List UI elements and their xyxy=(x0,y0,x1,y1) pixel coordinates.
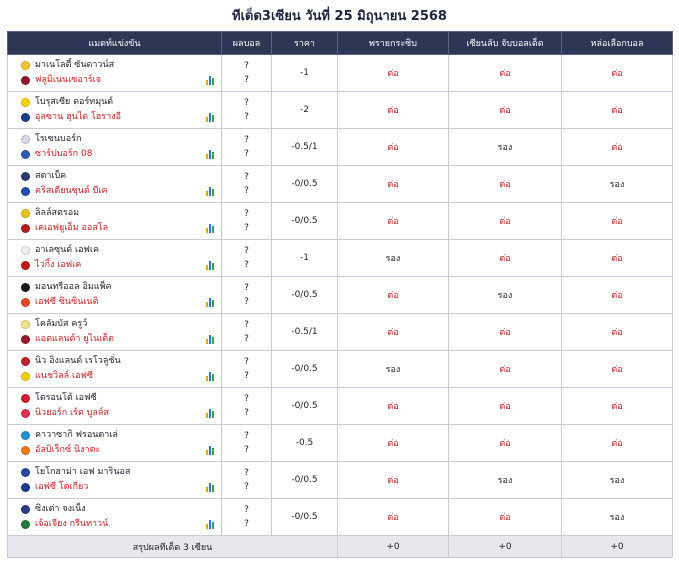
bar-chart-icon[interactable] xyxy=(206,187,215,196)
expert-3-pick: ต่อ xyxy=(562,277,673,314)
home-score: ? xyxy=(244,98,249,108)
away-team-name: ฟลูมิเนนเซอาร์เจ xyxy=(35,75,102,85)
score-cell xyxy=(222,388,272,425)
home-team[interactable] xyxy=(21,206,215,221)
match-cell xyxy=(8,499,222,536)
away-team-name: ไวกิ้ง เอฟเค xyxy=(35,260,82,270)
bar-chart-icon[interactable] xyxy=(206,298,215,307)
away-team-logo-icon xyxy=(21,261,30,270)
expert-1-pick: รอง xyxy=(338,351,449,388)
home-score: ? xyxy=(244,283,249,293)
score-cell xyxy=(222,351,272,388)
table-header-row xyxy=(8,32,673,55)
home-team-logo-icon xyxy=(21,98,30,107)
away-team[interactable] xyxy=(21,332,215,347)
away-team-logo-icon xyxy=(21,409,30,418)
match-cell xyxy=(8,129,222,166)
home-score: ? xyxy=(244,468,249,478)
away-score: ? xyxy=(244,260,249,270)
expert-2-pick: ต่อ xyxy=(449,499,562,536)
price-cell: -0/0.5 xyxy=(272,499,338,536)
home-team-logo-icon xyxy=(21,468,30,477)
expert-2-pick: ต่อ xyxy=(449,92,562,129)
score-cell xyxy=(222,314,272,351)
col-header-score: ผลบอล xyxy=(222,32,272,55)
away-score: ? xyxy=(244,75,249,85)
summary-expert-1: +0 xyxy=(338,536,449,558)
home-team[interactable] xyxy=(21,280,215,295)
home-team-name: มอนทรีออล อิมแพ็ค xyxy=(35,282,112,292)
bar-chart-icon[interactable] xyxy=(206,261,215,270)
away-team[interactable] xyxy=(21,480,215,495)
table-row xyxy=(8,277,673,314)
home-team-logo-icon xyxy=(21,61,30,70)
bar-chart-icon[interactable] xyxy=(206,335,215,344)
table-row xyxy=(8,388,673,425)
table-row xyxy=(8,55,673,92)
away-team-logo-icon xyxy=(21,76,30,85)
price-cell: -0/0.5 xyxy=(272,203,338,240)
match-cell xyxy=(8,203,222,240)
away-team-name: แนชวิลล์ เอฟซี xyxy=(35,371,93,381)
home-team[interactable] xyxy=(21,95,215,110)
expert-3-pick: ต่อ xyxy=(562,92,673,129)
score-cell xyxy=(222,166,272,203)
home-team[interactable] xyxy=(21,169,215,184)
score-cell xyxy=(222,92,272,129)
expert-3-pick: ต่อ xyxy=(562,425,673,462)
price-cell: -1 xyxy=(272,55,338,92)
expert-3-pick: ต่อ xyxy=(562,240,673,277)
summary-expert-2: +0 xyxy=(449,536,562,558)
away-team[interactable] xyxy=(21,517,215,532)
home-team-name: อาเลซุนด์ เอฟเค xyxy=(35,245,99,255)
match-cell xyxy=(8,55,222,92)
home-team-logo-icon xyxy=(21,394,30,403)
home-team-logo-icon xyxy=(21,172,30,181)
home-team[interactable] xyxy=(21,317,215,332)
expert-2-pick: ต่อ xyxy=(449,166,562,203)
away-team-name: แอตแลนต้า ยูไนเต็ด xyxy=(35,334,114,344)
away-team-name: เจ้อเจียง กรีนทาวน์ xyxy=(35,519,109,529)
away-score: ? xyxy=(244,223,249,233)
score-cell xyxy=(222,499,272,536)
table-row xyxy=(8,425,673,462)
match-cell xyxy=(8,425,222,462)
away-team[interactable] xyxy=(21,295,215,310)
expert-3-pick: รอง xyxy=(562,499,673,536)
away-score: ? xyxy=(244,519,249,529)
table-row xyxy=(8,203,673,240)
score-cell xyxy=(222,240,272,277)
expert-3-pick: ต่อ xyxy=(562,203,673,240)
expert-2-pick: ต่อ xyxy=(449,388,562,425)
home-team-name: คาวาซากิ ฟรอนตาเล่ xyxy=(35,430,118,440)
away-team[interactable] xyxy=(21,147,215,162)
away-team-name: เคเอฟยูเอ็ม ออสโล xyxy=(35,223,109,233)
expert-1-pick: ต่อ xyxy=(338,55,449,92)
table-row xyxy=(8,92,673,129)
bar-chart-icon[interactable] xyxy=(206,224,215,233)
match-cell xyxy=(8,92,222,129)
home-team-name: สตาเบ็ค xyxy=(35,171,67,181)
home-team-name: ซิงเต่า จงเน็ง xyxy=(35,504,86,514)
expert-1-pick: ต่อ xyxy=(338,92,449,129)
table-row xyxy=(8,499,673,536)
away-team[interactable] xyxy=(21,443,215,458)
expert-3-pick: ต่อ xyxy=(562,314,673,351)
away-team-logo-icon xyxy=(21,446,30,455)
summary-expert-3: +0 xyxy=(562,536,673,558)
away-score: ? xyxy=(244,408,249,418)
away-score: ? xyxy=(244,334,249,344)
home-team-name: นิว อิงแลนด์ เรโวลูชั่น xyxy=(35,356,121,366)
away-score: ? xyxy=(244,482,249,492)
tips-table xyxy=(7,31,673,558)
away-team-logo-icon xyxy=(21,224,30,233)
away-team[interactable] xyxy=(21,73,215,88)
home-team-logo-icon xyxy=(21,283,30,292)
home-team-logo-icon xyxy=(21,135,30,144)
col-header-expert-1: พรายกระซิบ xyxy=(338,32,449,55)
home-team-name: โรเซนบอร์ก xyxy=(35,134,82,144)
page-title: ทีเด็ด3เซียน วันที่ 25 มิถุนายน 2568 xyxy=(232,9,447,24)
expert-2-pick: ต่อ xyxy=(449,351,562,388)
expert-2-pick: รอง xyxy=(449,277,562,314)
home-team[interactable] xyxy=(21,465,215,480)
away-team[interactable] xyxy=(21,221,215,236)
home-score: ? xyxy=(244,246,249,256)
expert-2-pick: รอง xyxy=(449,462,562,499)
match-cell xyxy=(8,240,222,277)
away-team-name: อุลซาน ฮุนได โฮรางอี xyxy=(35,112,121,122)
home-score: ? xyxy=(244,394,249,404)
match-cell xyxy=(8,351,222,388)
summary-row xyxy=(8,536,673,558)
expert-2-pick: ต่อ xyxy=(449,425,562,462)
away-team-logo-icon xyxy=(21,372,30,381)
score-cell xyxy=(222,462,272,499)
home-team-name: โบรุสเซีย ดอร์ทมุนด์ xyxy=(35,97,114,107)
away-team-logo-icon xyxy=(21,335,30,344)
expert-1-pick: ต่อ xyxy=(338,388,449,425)
away-score: ? xyxy=(244,186,249,196)
col-header-price: ราคา xyxy=(272,32,338,55)
match-cell xyxy=(8,277,222,314)
expert-3-pick: ต่อ xyxy=(562,388,673,425)
table-row xyxy=(8,462,673,499)
expert-3-pick: รอง xyxy=(562,166,673,203)
score-cell xyxy=(222,55,272,92)
bar-chart-icon[interactable] xyxy=(206,520,215,529)
match-cell xyxy=(8,166,222,203)
home-team[interactable] xyxy=(21,243,215,258)
home-team-logo-icon xyxy=(21,246,30,255)
away-team-name: อัลบิเร็กซ์ นิงาตะ xyxy=(35,445,101,455)
table-row xyxy=(8,351,673,388)
expert-2-pick: ต่อ xyxy=(449,240,562,277)
home-team[interactable] xyxy=(21,391,215,406)
away-team-logo-icon xyxy=(21,298,30,307)
home-team-name: ลิลล์สตรอม xyxy=(35,208,80,218)
home-score: ? xyxy=(244,209,249,219)
price-cell: -0/0.5 xyxy=(272,166,338,203)
home-team-name: โตรอนโต้ เอฟซี xyxy=(35,393,97,403)
expert-2-pick: ต่อ xyxy=(449,314,562,351)
home-score: ? xyxy=(244,135,249,145)
away-team-logo-icon xyxy=(21,150,30,159)
expert-1-pick: ต่อ xyxy=(338,499,449,536)
home-team-name: โคลัมบัส ครูว์ xyxy=(35,319,88,329)
match-cell xyxy=(8,314,222,351)
home-team-logo-icon xyxy=(21,320,30,329)
home-team-logo-icon xyxy=(21,357,30,366)
away-score: ? xyxy=(244,371,249,381)
price-cell: -0.5 xyxy=(272,425,338,462)
away-score: ? xyxy=(244,445,249,455)
expert-3-pick: ต่อ xyxy=(562,55,673,92)
away-team[interactable] xyxy=(21,258,215,273)
away-team-name: นิวยอร์ก เร้ด บูลล์ส xyxy=(35,408,109,418)
away-score: ? xyxy=(244,112,249,122)
away-team-name: ซาร์ปบอร์ก 08 xyxy=(35,149,93,159)
home-score: ? xyxy=(244,431,249,441)
away-team-logo-icon xyxy=(21,113,30,122)
away-team[interactable] xyxy=(21,184,215,199)
score-cell xyxy=(222,425,272,462)
price-cell: -2 xyxy=(272,92,338,129)
home-team[interactable] xyxy=(21,58,215,73)
bar-chart-icon[interactable] xyxy=(206,483,215,492)
home-team[interactable] xyxy=(21,428,215,443)
expert-1-pick: ต่อ xyxy=(338,425,449,462)
bar-chart-icon[interactable] xyxy=(206,372,215,381)
bar-chart-icon[interactable] xyxy=(206,76,215,85)
summary-label: สรุปผลทีเด็ด 3 เซียน xyxy=(8,536,338,558)
home-team-name: โยโกฮาม่า เอฟ มารินอส xyxy=(35,467,131,477)
table-row xyxy=(8,240,673,277)
away-team-logo-icon xyxy=(21,187,30,196)
price-cell: -0/0.5 xyxy=(272,351,338,388)
bar-chart-icon[interactable] xyxy=(206,113,215,122)
away-team-logo-icon xyxy=(21,483,30,492)
expert-1-pick: ต่อ xyxy=(338,166,449,203)
price-cell: -0.5/1 xyxy=(272,129,338,166)
expert-1-pick: ต่อ xyxy=(338,277,449,314)
home-team-logo-icon xyxy=(21,505,30,514)
bar-chart-icon[interactable] xyxy=(206,446,215,455)
home-score: ? xyxy=(244,357,249,367)
bar-chart-icon[interactable] xyxy=(206,409,215,418)
expert-3-pick: รอง xyxy=(562,462,673,499)
col-header-expert-2: เซียนลับ จับบอลเด็ด xyxy=(449,32,562,55)
home-team-name: มาเนโลดี้ ซันดาวน์ส xyxy=(35,60,115,70)
away-team-name: คริสเตียนซุนด์ บีเค xyxy=(35,186,108,196)
home-score: ? xyxy=(244,320,249,330)
expert-2-pick: ต่อ xyxy=(449,55,562,92)
away-score: ? xyxy=(244,149,249,159)
away-score: ? xyxy=(244,297,249,307)
price-cell: -0.5/1 xyxy=(272,314,338,351)
score-cell xyxy=(222,203,272,240)
home-score: ? xyxy=(244,61,249,71)
table-row xyxy=(8,129,673,166)
away-team-name: เอฟซี ซินซินเนติ xyxy=(35,297,99,307)
bar-chart-icon[interactable] xyxy=(206,150,215,159)
away-team-logo-icon xyxy=(21,520,30,529)
home-team[interactable] xyxy=(21,354,215,369)
expert-2-pick: ต่อ xyxy=(449,203,562,240)
match-cell xyxy=(8,462,222,499)
table-row xyxy=(8,166,673,203)
price-cell: -0/0.5 xyxy=(272,388,338,425)
away-team[interactable] xyxy=(21,369,215,384)
match-cell xyxy=(8,388,222,425)
col-header-expert-3: หล่อเลือกบอล xyxy=(562,32,673,55)
expert-1-pick: ต่อ xyxy=(338,203,449,240)
expert-2-pick: รอง xyxy=(449,129,562,166)
home-score: ? xyxy=(244,505,249,515)
expert-1-pick: ต่อ xyxy=(338,462,449,499)
col-header-match: แมตท์แข่งขัน xyxy=(8,32,222,55)
expert-3-pick: ต่อ xyxy=(562,351,673,388)
expert-1-pick: ต่อ xyxy=(338,314,449,351)
expert-3-pick: ต่อ xyxy=(562,129,673,166)
away-team[interactable] xyxy=(21,110,215,125)
score-cell xyxy=(222,277,272,314)
expert-1-pick: รอง xyxy=(338,240,449,277)
home-team-logo-icon xyxy=(21,431,30,440)
home-team[interactable] xyxy=(21,502,215,517)
away-team[interactable] xyxy=(21,406,215,421)
score-cell xyxy=(222,129,272,166)
home-team-logo-icon xyxy=(21,209,30,218)
expert-1-pick: ต่อ xyxy=(338,129,449,166)
home-team[interactable] xyxy=(21,132,215,147)
away-team-name: เอฟซี โตเกียว xyxy=(35,482,89,492)
table-row xyxy=(8,314,673,351)
price-cell: -0/0.5 xyxy=(272,462,338,499)
price-cell: -0/0.5 xyxy=(272,277,338,314)
home-score: ? xyxy=(244,172,249,182)
price-cell: -1 xyxy=(272,240,338,277)
